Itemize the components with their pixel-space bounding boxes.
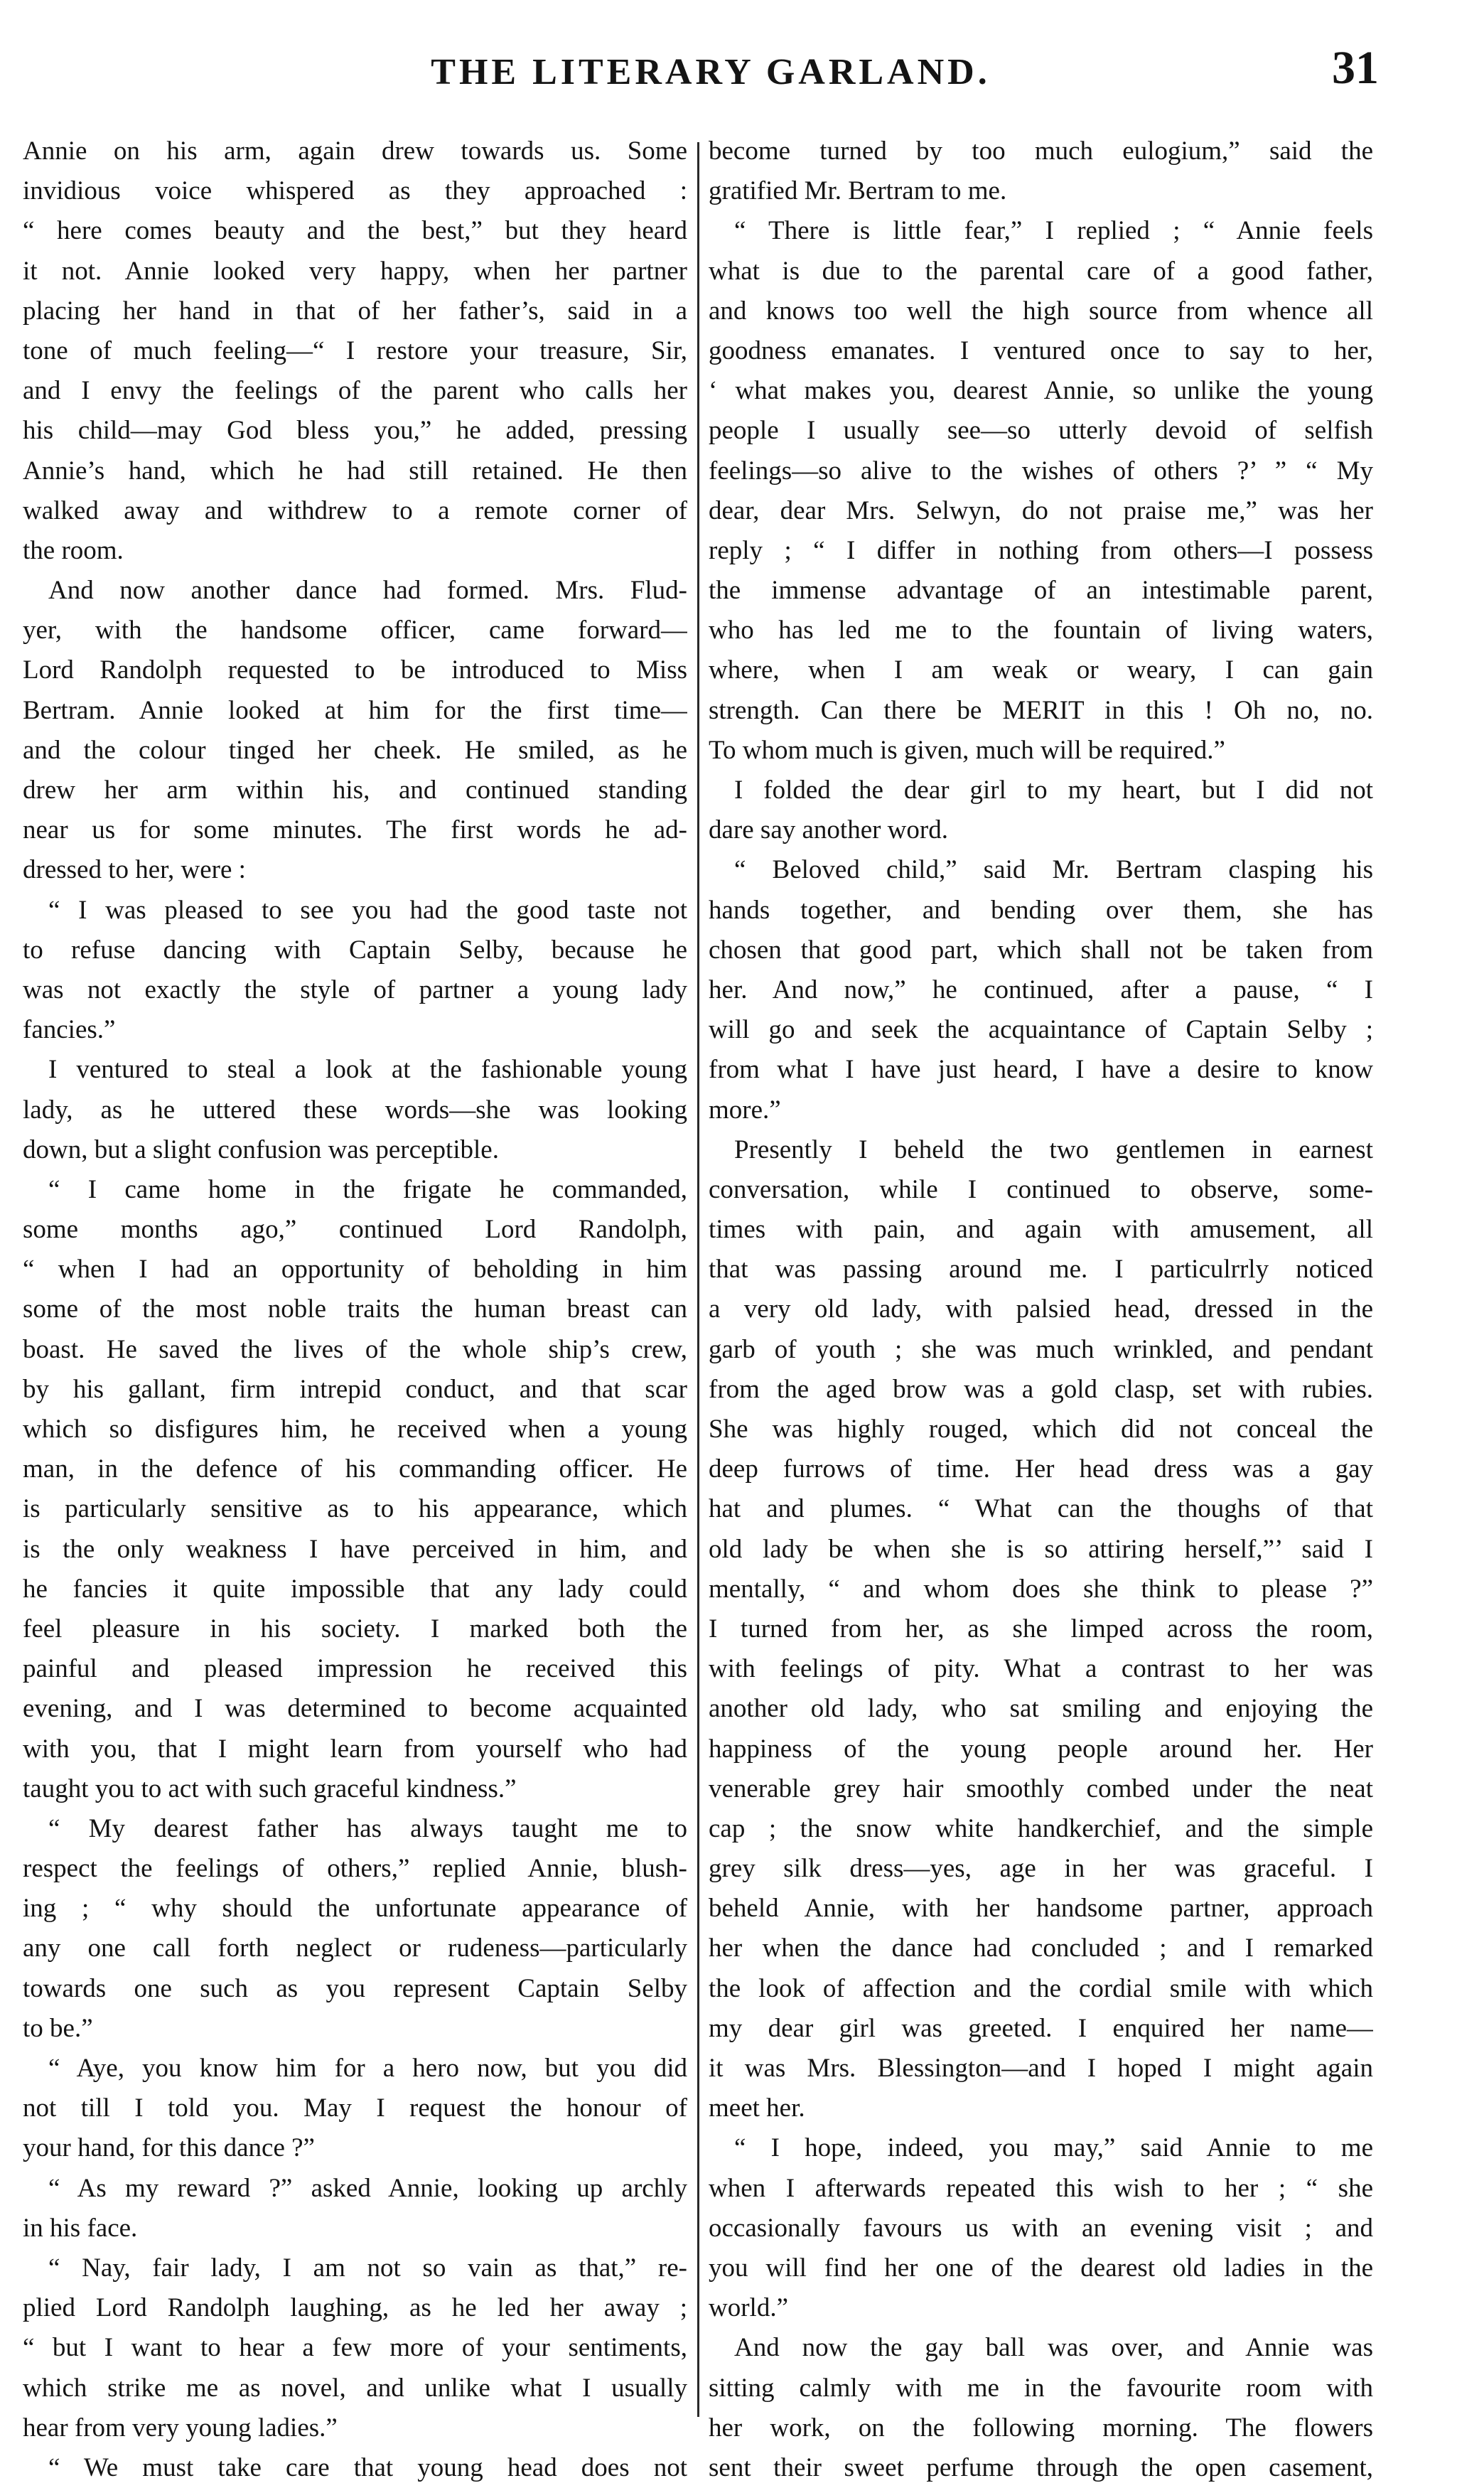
text-line: feel pleasure in his society. I marked both the xyxy=(23,1614,687,1644)
text-line: ‘ what makes you, dearest Annie, so unlike the young xyxy=(709,376,1373,406)
text-line: walked away and withdrew to a remote corner of xyxy=(23,495,687,525)
text-line: “ There is little fear,” I replied ; “ Annie feels xyxy=(734,216,1373,246)
text-line: is particularly sensitive as to his appearance, which xyxy=(23,1494,687,1524)
page-number: 31 xyxy=(1332,42,1379,94)
text-line: my dear girl was greeted. I enquired her name— xyxy=(709,2013,1373,2043)
text-line: dare say another word. xyxy=(709,815,948,845)
text-line: in his face. xyxy=(23,2213,138,2243)
text-line: and the colour tinged her cheek. He smiled, as he xyxy=(23,735,687,765)
text-line: drew her arm within his, and continued standing xyxy=(23,776,687,805)
text-line: it was Mrs. Blessington—and I hoped I might again xyxy=(709,2054,1373,2083)
text-line: “ but I want to hear a few more of your sentiments, xyxy=(23,2333,687,2363)
text-line: placing her hand in that of her father’s, said in a xyxy=(23,296,687,326)
text-line: And now another dance had formed. Mrs. Flud- xyxy=(48,576,687,606)
text-line: gratified Mr. Bertram to me. xyxy=(709,176,1007,206)
text-line: occasionally favours us with an evening visit ; and xyxy=(709,2213,1373,2243)
text-line: And now the gay ball was over, and Annie was xyxy=(734,2333,1373,2363)
text-line: old lady be when she is so attiring herself,”’ said I xyxy=(709,1534,1373,1564)
text-line: which strike me as novel, and unlike what I usually xyxy=(23,2373,687,2403)
text-line: when I afterwards repeated this wish to her ; “ she xyxy=(709,2173,1373,2203)
text-line: deep furrows of time. Her head dress was a gay xyxy=(709,1454,1373,1484)
text-line: reply ; “ I differ in nothing from others—I possess xyxy=(709,535,1373,565)
left-column xyxy=(23,132,687,2488)
text-line: near us for some minutes. The first words he ad- xyxy=(23,815,687,845)
text-line: was not exactly the style of partner a young lady xyxy=(23,975,687,1004)
text-line: cap ; the snow white handkerchief, and the simple xyxy=(709,1813,1373,1843)
text-line: and I envy the feelings of the parent who calls her xyxy=(23,376,687,406)
text-line: is the only weakness I have perceived in him, and xyxy=(23,1534,687,1564)
text-line: respect the feelings of others,” replied Annie, blush- xyxy=(23,1854,687,1884)
text-line: beheld Annie, with her handsome partner, approach xyxy=(709,1894,1373,1924)
text-line: Bertram. Annie looked at him for the first time— xyxy=(23,695,687,725)
text-line: “ As my reward ?” asked Annie, looking up archly xyxy=(48,2173,687,2203)
text-line: more.” xyxy=(709,1095,781,1125)
text-line: happiness of the young people around her. Her xyxy=(709,1734,1373,1764)
text-line: mentally, “ and whom does she think to please ?” xyxy=(709,1574,1373,1604)
text-line: you will find her one of the dearest old ladies in the xyxy=(709,2253,1373,2283)
text-line: ing ; “ why should the unfortunate appearance of xyxy=(23,1894,687,1924)
text-line: sitting calmly with me in the favourite room with xyxy=(709,2373,1373,2403)
text-line: his child—may God bless you,” he added, pressing xyxy=(23,416,687,446)
text-line: chosen that good part, which shall not be taken from xyxy=(709,935,1373,965)
text-line: She was highly rouged, which did not conceal the xyxy=(709,1415,1373,1444)
text-line: which so disfigures him, he received when a young xyxy=(23,1415,687,1444)
text-line: “ Beloved child,” said Mr. Bertram clasping his xyxy=(734,855,1373,885)
text-line: boast. He saved the lives of the whole ship’s crew, xyxy=(23,1334,687,1364)
text-line: to refuse dancing with Captain Selby, because he xyxy=(23,935,687,965)
text-line: garb of youth ; she was much wrinkled, and pendant xyxy=(709,1334,1373,1364)
text-line: plied Lord Randolph laughing, as he led her away ; xyxy=(23,2293,687,2323)
text-line: conversation, while I continued to observe, some- xyxy=(709,1174,1373,1204)
text-line: some of the most noble traits the human breast can xyxy=(23,1294,687,1324)
text-line: her when the dance had concluded ; and I remarked xyxy=(709,1934,1373,1963)
text-line: not till I told you. May I request the honour of xyxy=(23,2093,687,2123)
text-line: “ My dearest father has always taught me to xyxy=(48,1813,687,1843)
text-line: yer, with the handsome officer, came forward— xyxy=(23,616,687,645)
text-line: some months ago,” continued Lord Randolph, xyxy=(23,1215,687,1245)
text-line: Lord Randolph requested to be introduced to Miss xyxy=(23,655,687,685)
text-line: I ventured to steal a look at the fashionable young xyxy=(48,1055,687,1085)
text-line: to be.” xyxy=(23,2013,93,2043)
text-line: feelings—so alive to the wishes of others ?’ ” “ My xyxy=(709,456,1373,486)
text-line: your hand, for this dance ?” xyxy=(23,2133,315,2163)
text-line: from what I have just heard, I have a desire to know xyxy=(709,1055,1373,1085)
text-line: man, in the defence of his commanding officer. He xyxy=(23,1454,687,1484)
column-divider xyxy=(697,142,699,2417)
text-line: Annie on his arm, again drew towards us. Some xyxy=(23,136,687,166)
text-line: venerable grey hair smoothly combed under the neat xyxy=(709,1774,1373,1803)
text-line: taught you to act with such graceful kindness.” xyxy=(23,1774,517,1803)
text-line: with you, that I might learn from yourself who had xyxy=(23,1734,687,1764)
text-line: with feelings of pity. What a contrast to her was xyxy=(709,1654,1373,1684)
text-line: “ Aye, you know him for a hero now, but you did xyxy=(48,2054,687,2083)
text-line: who has led me to the fountain of living waters, xyxy=(709,616,1373,645)
text-line: fancies.” xyxy=(23,1015,116,1045)
text-line: lady, as he uttered these words—she was looking xyxy=(23,1095,687,1125)
text-line: hear from very young ladies.” xyxy=(23,2413,338,2443)
text-line: people I usually see—so utterly devoid of selfish xyxy=(709,416,1373,446)
text-line: a very old lady, with palsied head, dressed in the xyxy=(709,1294,1373,1324)
text-line: from the aged brow was a gold clasp, set with rubies. xyxy=(709,1374,1373,1404)
text-line: strength. Can there be MERIT in this ! Oh no, no. xyxy=(709,695,1373,725)
text-line: hands together, and bending over them, she has xyxy=(709,895,1373,925)
page-header xyxy=(0,0,1484,142)
text-line: “ I came home in the frigate he commanded, xyxy=(48,1174,687,1204)
text-line: the immense advantage of an intestimable parent, xyxy=(709,576,1373,606)
text-line: painful and pleased impression he received this xyxy=(23,1654,687,1684)
text-line: Annie’s hand, which he had still retained. He then xyxy=(23,456,687,486)
text-line: will go and seek the acquaintance of Captain Selby ; xyxy=(709,1015,1373,1045)
text-line: evening, and I was determined to become acquainted xyxy=(23,1694,687,1724)
text-line: “ when I had an opportunity of beholding in him xyxy=(23,1255,687,1285)
text-line: hat and plumes. “ What can the thoughs of that xyxy=(709,1494,1373,1524)
running-title: THE LITERARY GARLAND. xyxy=(431,52,991,92)
text-line: where, when I am weak or weary, I can gain xyxy=(709,655,1373,685)
text-line: become turned by too much eulogium,” said the xyxy=(709,136,1373,166)
text-line: down, but a slight confusion was perceptible. xyxy=(23,1135,499,1164)
text-line: towards one such as you represent Captain Selby xyxy=(23,1973,687,2003)
text-line: and knows too well the high source from whence all xyxy=(709,296,1373,326)
text-line: the look of affection and the cordial smile with which xyxy=(709,1973,1373,2003)
text-line: grey silk dress—yes, age in her was graceful. I xyxy=(709,1854,1373,1884)
text-line: tone of much feeling—“ I restore your treasure, Sir, xyxy=(23,336,687,365)
text-line: invidious voice whispered as they approached : xyxy=(23,176,687,206)
text-line: “ I was pleased to see you had the good taste not xyxy=(48,895,687,925)
text-line: that was passing around me. I particulrrly noticed xyxy=(709,1255,1373,1285)
text-line: “ We must take care that young head does not xyxy=(48,2452,687,2482)
text-line: “ Nay, fair lady, I am not so vain as that,” re- xyxy=(48,2253,687,2283)
text-line: dear, dear Mrs. Selwyn, do not praise me,” was her xyxy=(709,495,1373,525)
text-line: To whom much is given, much will be required.” xyxy=(709,735,1225,765)
text-line: the room. xyxy=(23,535,124,565)
text-line: he fancies it quite impossible that any lady could xyxy=(23,1574,687,1604)
text-line: it not. Annie looked very happy, when her partner xyxy=(23,256,687,286)
right-column xyxy=(709,132,1373,2488)
text-line: goodness emanates. I ventured once to say to her, xyxy=(709,336,1373,365)
text-line: world.” xyxy=(709,2293,788,2323)
text-line: I folded the dear girl to my heart, but I did not xyxy=(734,776,1373,805)
text-line: Presently I beheld the two gentlemen in earnest xyxy=(734,1135,1373,1164)
text-line: sent their sweet perfume through the open casement, xyxy=(709,2452,1373,2482)
text-line: “ I hope, indeed, you may,” said Annie to me xyxy=(734,2133,1373,2163)
text-line: “ here comes beauty and the best,” but they heard xyxy=(23,216,687,246)
text-line: I turned from her, as she limped across the room, xyxy=(709,1614,1373,1644)
text-line: dressed to her, were : xyxy=(23,855,246,885)
text-line: what is due to the parental care of a good father, xyxy=(709,256,1373,286)
text-line: her work, on the following morning. The flowers xyxy=(709,2413,1373,2443)
text-line: her. And now,” he continued, after a pause, “ I xyxy=(709,975,1373,1004)
text-line: any one call forth neglect or rudeness—particularly xyxy=(23,1934,687,1963)
text-line: another old lady, who sat smiling and enjoying the xyxy=(709,1694,1373,1724)
text-line: by his gallant, firm intrepid conduct, and that scar xyxy=(23,1374,687,1404)
text-line: meet her. xyxy=(709,2093,805,2123)
text-line: times with pain, and again with amusement, all xyxy=(709,1215,1373,1245)
